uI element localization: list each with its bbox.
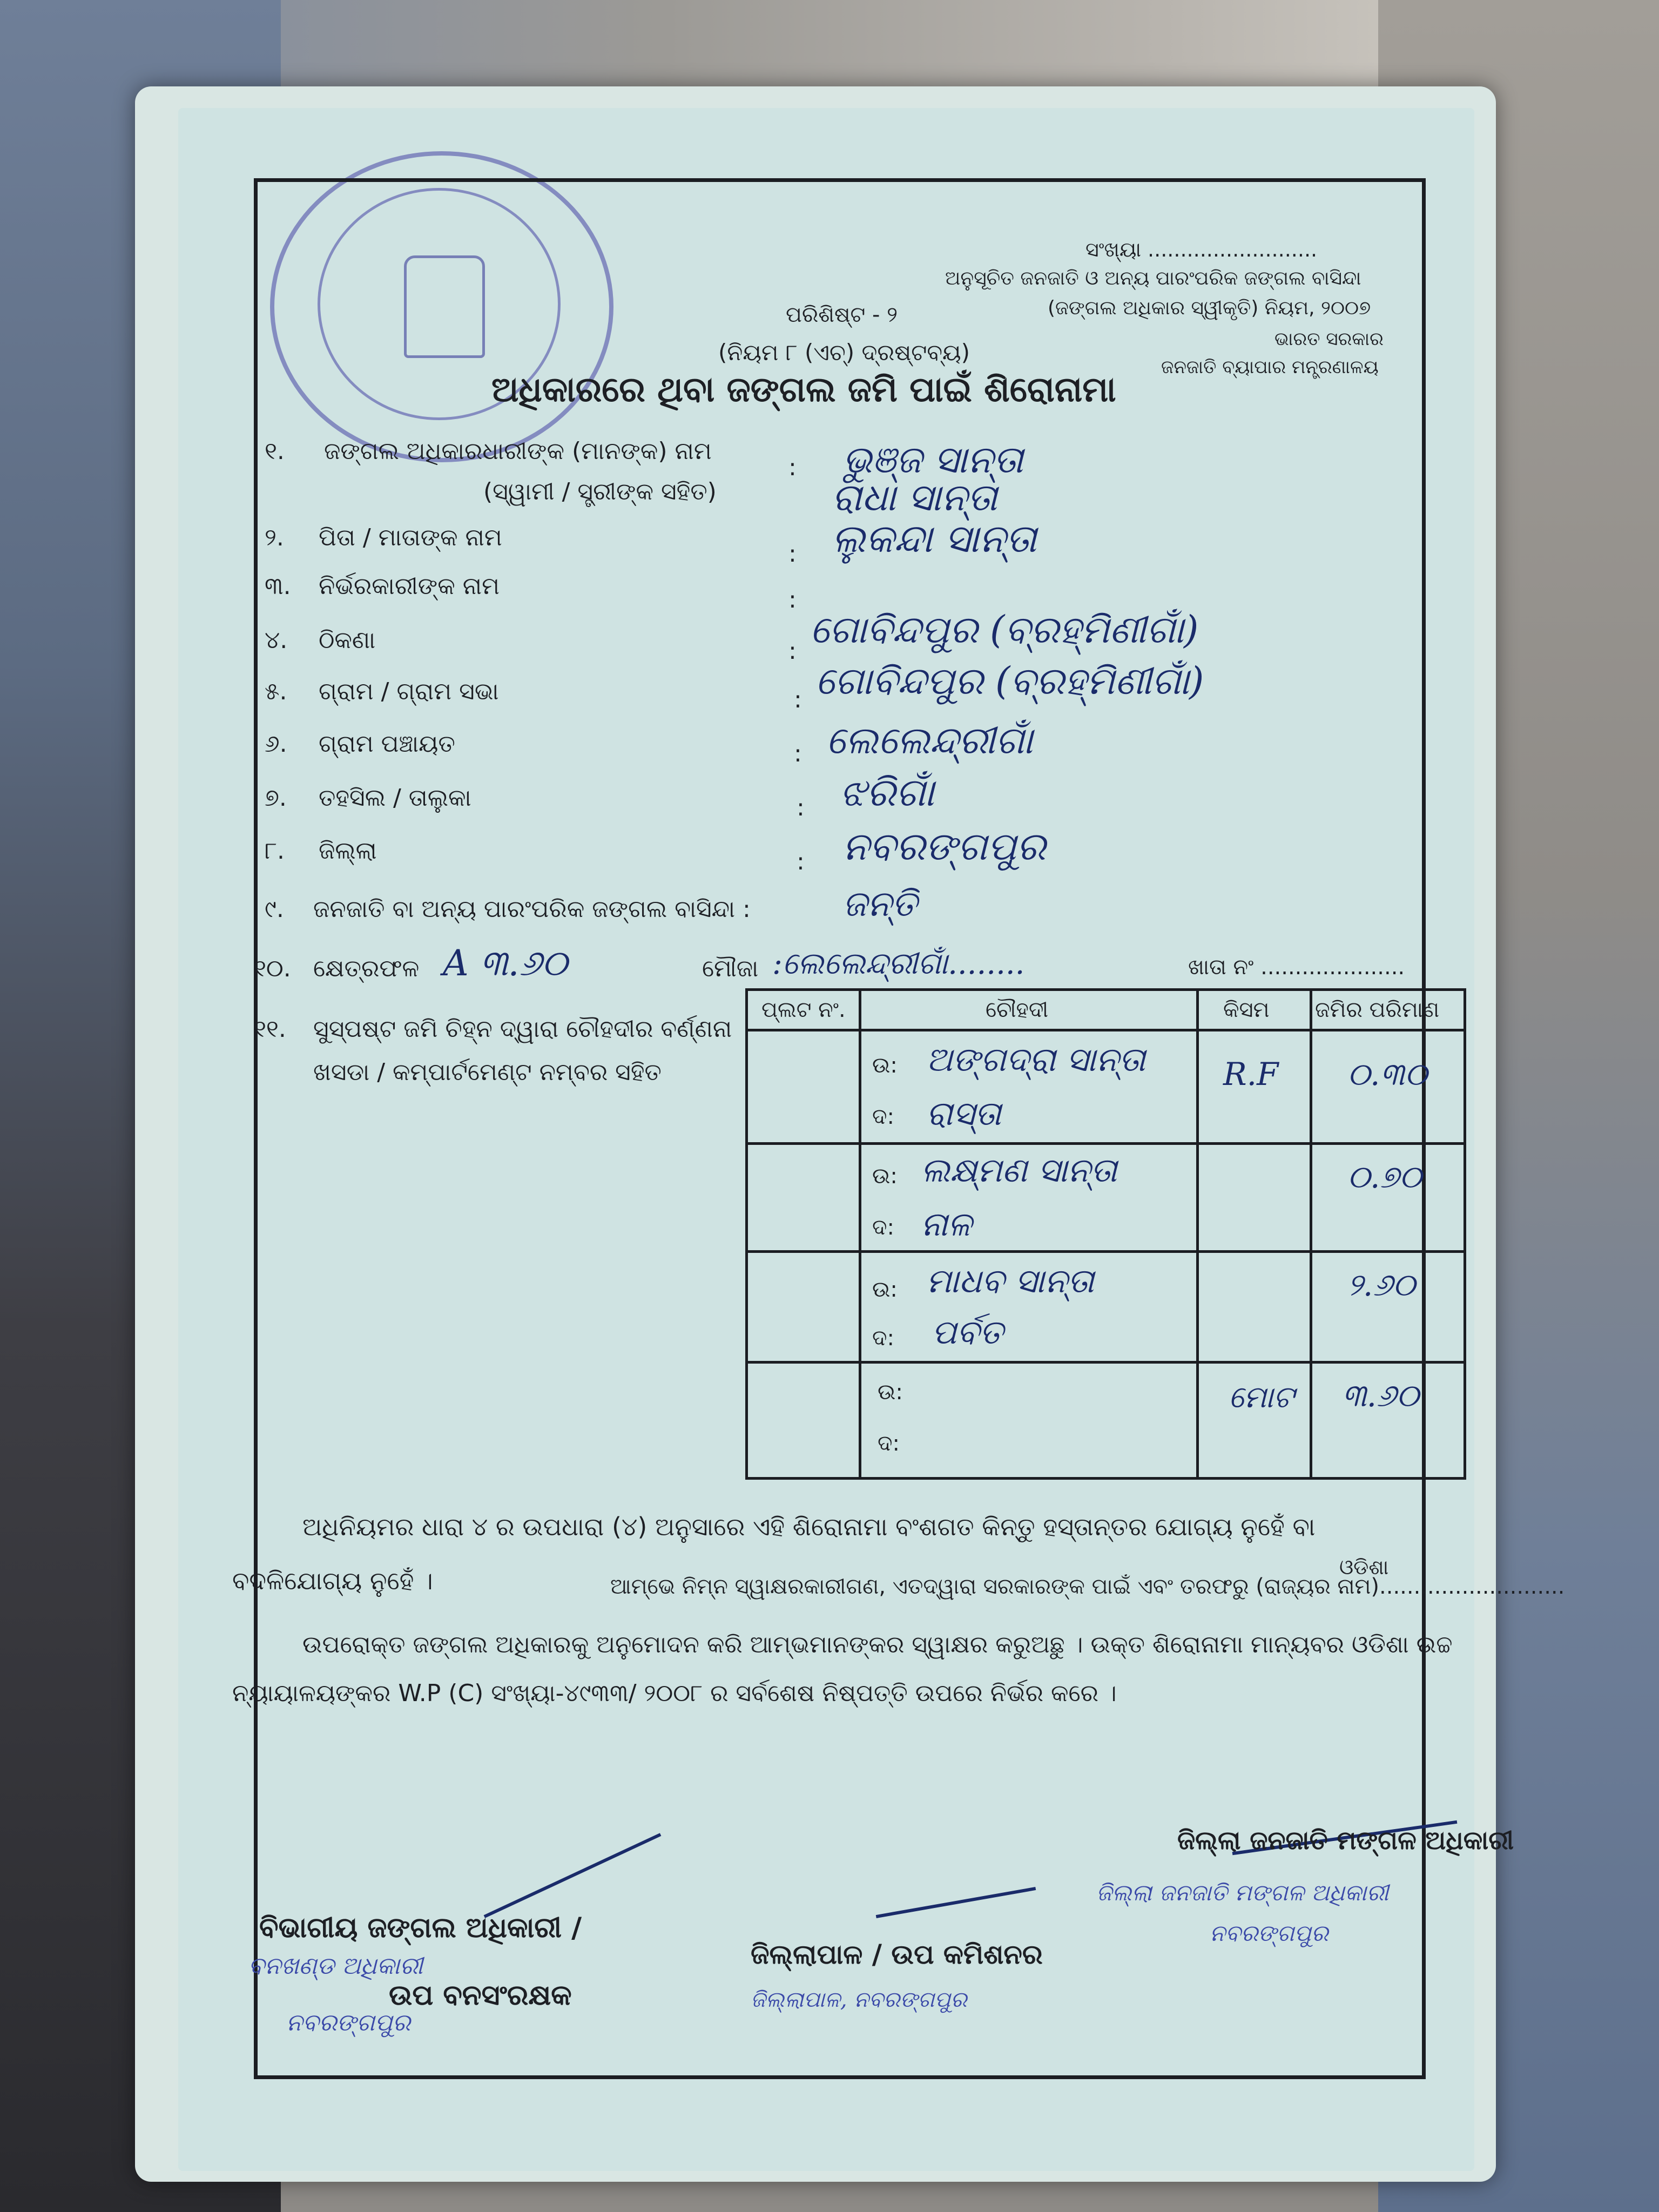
mouza-label: ମୌଜା bbox=[702, 955, 759, 982]
field-value: ଲୁକନ୍ଦା ସାନ୍ତା bbox=[832, 516, 1037, 561]
row-divider bbox=[748, 1029, 1464, 1031]
boundary-sublabel: ଖସଡା / କମ୍ପାର୍ଟମେଣ୍ଟ ନମ୍ବର ସହିତ bbox=[313, 1058, 662, 1086]
field-number: ୮. bbox=[265, 837, 285, 865]
field-colon: : bbox=[788, 586, 797, 613]
tribal-officer-stamp: ଜିଲ୍ଲା ଜନଜାତି ମଙ୍ଗଳ ଅଧିକାରୀ bbox=[1096, 1879, 1389, 1906]
field-value: ଜନ୍ତି bbox=[842, 883, 918, 925]
kisam-value: R.F bbox=[1223, 1056, 1279, 1092]
forest-officer-title: ବିଭାଗୀୟ ଜଙ୍ଗଲ ଅଧିକାରୀ / bbox=[259, 1912, 582, 1944]
forest-stamp-district: ନବରଙ୍ଗପୁର bbox=[286, 2009, 411, 2036]
north-label: ଉ: bbox=[872, 1164, 898, 1189]
field-label: ତହସିଲ / ତାଲୁକା bbox=[319, 784, 471, 812]
act-line-2: (ଜଙ୍ଗଲ ଅଧିକାର ସ୍ୱୀକୃତି) ନିୟମ, ୨୦୦୭ bbox=[1048, 297, 1371, 319]
column-divider bbox=[859, 991, 861, 1477]
field-colon: : bbox=[797, 848, 805, 875]
north-label: ଉ: bbox=[872, 1277, 898, 1302]
amount-value: ୨.୬୦ bbox=[1347, 1266, 1415, 1303]
row-divider bbox=[748, 1142, 1464, 1145]
north-value: ମାଧବ ସାନ୍ତା bbox=[926, 1261, 1095, 1300]
field-colon: : bbox=[788, 540, 797, 568]
row-divider bbox=[748, 1250, 1464, 1253]
field-number: ୨. bbox=[265, 524, 284, 551]
field-number: ୯. bbox=[265, 895, 284, 923]
field-value: ଲେଲେନ୍ଦ୍ରୀଗାଁ bbox=[826, 718, 1033, 763]
field-label: ଜିଲ୍ଲା bbox=[319, 837, 377, 865]
collector-title: ଜିଲ୍ଲାପାଳ / ଉପ କମିଶନର bbox=[751, 1939, 1043, 1970]
field-label: ପିତା / ମାତାଙ୍କ ନାମ bbox=[319, 524, 502, 551]
row-divider bbox=[748, 1361, 1464, 1364]
south-value: ପର୍ବତ bbox=[932, 1312, 1003, 1352]
south-label: ଦ: bbox=[872, 1215, 894, 1240]
total-label: ମୋଟ bbox=[1229, 1380, 1294, 1415]
field-colon: : bbox=[788, 454, 797, 481]
north-label: ଉ: bbox=[878, 1380, 903, 1405]
paragraph-1-line-2: ବଦଳିଯୋଗ୍ୟ ନୁହେଁ । bbox=[232, 1566, 433, 1595]
act-line-1: ଅନୁସୂଚିତ ଜନଜାତି ଓ ଅନ୍ୟ ପାରଂପରିକ ଜଙ୍ଗଲ ବାସିନ୍ଦା bbox=[945, 267, 1361, 289]
number-label: ସଂଖ୍ୟା .......................... bbox=[1085, 238, 1318, 261]
field-colon: : bbox=[794, 740, 802, 767]
south-label: ଦ: bbox=[872, 1326, 894, 1351]
south-value: ନାଳ bbox=[921, 1204, 972, 1244]
field-label: ଜଙ୍ଗଲ ଅଧିକାରଧାରୀଙ୍କ (ମାନଙ୍କ) ନାମ bbox=[324, 437, 712, 465]
field-number: ୫. bbox=[265, 678, 287, 705]
forest-officer-subtitle: ଉପ ବନସଂରକ୍ଷକ bbox=[389, 1979, 572, 2012]
field-label: ନିର୍ଭରକାରୀଙ୍କ ନାମ bbox=[319, 572, 500, 600]
field-number: ୧୧. bbox=[254, 1015, 286, 1043]
field-number: ୪. bbox=[265, 626, 288, 654]
field-number: ୬. bbox=[265, 730, 287, 758]
amount-value: ୦.୭୦ bbox=[1347, 1158, 1422, 1195]
north-value: ଲକ୍ଷ୍ମଣ ସାନ୍ତା bbox=[921, 1150, 1117, 1190]
mouza-value: :ଲେଲେନ୍ଦ୍ରୀଗାଁ........ bbox=[772, 946, 1025, 981]
field-colon: : bbox=[794, 686, 802, 713]
boundary-table bbox=[745, 988, 1466, 1480]
field-sublabel: (ସ୍ୱାମୀ / ସ୍ତ୍ରୀଙ୍କ ସହିତ) bbox=[483, 478, 717, 505]
header-plot-no: ପ୍ଲଟ ନଂ. bbox=[761, 997, 846, 1022]
forest-officer-stamp: ବନଖଣ୍ଡ ଅଧିକାରୀ bbox=[248, 1952, 423, 1980]
field-number: ୧୦. bbox=[254, 955, 291, 982]
north-value: ଅଙ୍ଗଦ୍ରା ସାନ୍ତା bbox=[926, 1040, 1146, 1079]
field-value: ଗୋବିନ୍ଦପୁର (ବ୍ରହ୍ମିଣୀଗାଁ) bbox=[815, 659, 1204, 703]
field-value-2: ରାଧା ସାନ୍ତା bbox=[832, 475, 997, 520]
field-number: ୧. bbox=[265, 437, 285, 465]
south-label: ଦ: bbox=[872, 1104, 894, 1129]
north-label: ଉ: bbox=[872, 1053, 898, 1078]
khata-label: ଖାତା ନଂ ..................... bbox=[1188, 955, 1405, 980]
south-label: ଦ: bbox=[878, 1431, 900, 1456]
field-value: ଭୁଞ୍ଜ ସାନ୍ତା bbox=[842, 437, 1023, 482]
collector-stamp: ଜିଲ୍ଲାପାଳ, ନବରଙ୍ଗପୁର bbox=[751, 1987, 967, 2012]
field-number: ୭. bbox=[265, 784, 287, 812]
state-name: ଓଡିଶା bbox=[1339, 1555, 1389, 1579]
rule-reference: (ନିୟମ ୮ (ଏଚ୍) ଦ୍ରଷ୍ଟବ୍ୟ) bbox=[718, 339, 970, 366]
field-label: ଗ୍ରାମ ପଞ୍ଚାୟତ bbox=[319, 730, 455, 758]
boundary-label: ସୁସ୍ପଷ୍ଟ ଜମି ଚିହ୍ନ ଦ୍ୱାରା ଚୌହଦୀର ବର୍ଣ୍ଣନା bbox=[313, 1015, 732, 1043]
field-colon: : bbox=[788, 637, 797, 665]
field-label: ଜନଜାତି ବା ଅନ୍ୟ ପାରଂପରିକ ଜଙ୍ଗଲ ବାସିନ୍ଦା : bbox=[313, 895, 751, 923]
area-value: A ୩.୬୦ bbox=[443, 942, 568, 984]
field-colon: : bbox=[797, 794, 805, 821]
amount-value: ୦.୩୦ bbox=[1347, 1056, 1428, 1092]
header-boundary: ଚୌହଦୀ bbox=[986, 997, 1049, 1022]
government-label: ଭାରତ ସରକାର bbox=[1274, 328, 1384, 350]
total-amount: ୩.୬୦ bbox=[1342, 1377, 1419, 1414]
header-land-amount: ଜମିର ପରିମାଣ bbox=[1315, 997, 1440, 1022]
paragraph-2-line-1: ଆମ୍ଭେ ନିମ୍ନ ସ୍ୱାକ୍ଷରକାରୀଗଣ, ଏତଦ୍ୱାରା ସରକାରଙ୍କ ପାଇଁ ଏବଂ ତରଫରୁ (ରାଜ୍ୟର ନାମ)........................... bbox=[610, 1574, 1565, 1599]
page-title: ଅଧିକାରରେ ଥିବା ଜଙ୍ଗଲ ଜମି ପାଇଁ ଶିରୋନାମା bbox=[491, 370, 1116, 410]
field-number: ୩. bbox=[265, 572, 291, 600]
tribal-officer-title: ଜିଲ୍ଲା ଜନଜାତି ମଙ୍ଗଳ ଅଧିକାରୀ bbox=[1177, 1825, 1514, 1856]
column-divider bbox=[1310, 991, 1312, 1477]
field-label: ଗ୍ରାମ / ଗ୍ରାମ ସଭା bbox=[319, 678, 499, 705]
area-label: କ୍ଷେତ୍ରଫଳ bbox=[313, 955, 420, 982]
column-divider bbox=[1196, 991, 1199, 1477]
paragraph-1-line-1: ଅଧିନିୟମର ଧାରା ୪ ର ଉପଧାରା (୪) ଅନୁସାରେ ଏହି ଶିରୋନାମା ବଂଶଗତ କିନ୍ତୁ ହସ୍ତାନ୍ତର ଯୋଗ୍ୟ ନୁହେଁ ବା bbox=[302, 1512, 1316, 1541]
field-value: ନବରଙ୍ଗପୁର bbox=[842, 824, 1046, 869]
paragraph-2-line-2: ଉପରୋକ୍ତ ଜଙ୍ଗଲ ଅଧିକାରକୁ ଅନୁମୋଦନ କରି ଆମ୍ଭମାନଙ୍କର ସ୍ୱାକ୍ଷର କରୁଅଛୁ । ଉକ୍ତ ଶିରୋନାମା ମାନ୍ୟବର ଓଡିଶା ଉଚ୍ଚ bbox=[302, 1631, 1453, 1658]
header-kisam: କିସମ bbox=[1223, 997, 1270, 1022]
ministry-label: ଜନଜାତି ବ୍ୟାପାର ମନ୍ତ୍ରଣାଳୟ bbox=[1161, 356, 1379, 378]
tribal-stamp-district: ନବରଙ୍ଗପୁର bbox=[1210, 1920, 1328, 1946]
appendix-label: ପରିଶିଷ୍ଟ - ୨ bbox=[786, 302, 898, 327]
paragraph-2-line-3: ନ୍ୟାୟାଳୟଙ୍କର W.P (C) ସଂଖ୍ୟା-୪୯୩୩/ ୨୦୦୮ ର ସର୍ବଶେଷ ନିଷ୍ପତ୍ତି ଉପରେ ନିର୍ଭର କରେ । bbox=[232, 1680, 1117, 1707]
field-label: ଠିକଣା bbox=[319, 626, 376, 654]
field-value: ଝରିଗାଁ bbox=[840, 770, 935, 815]
field-value: ଗୋବିନ୍ଦପୁର (ବ୍ରହ୍ମିଣୀଗାଁ) bbox=[810, 608, 1199, 652]
south-value: ରାସ୍ତା bbox=[926, 1094, 1002, 1133]
